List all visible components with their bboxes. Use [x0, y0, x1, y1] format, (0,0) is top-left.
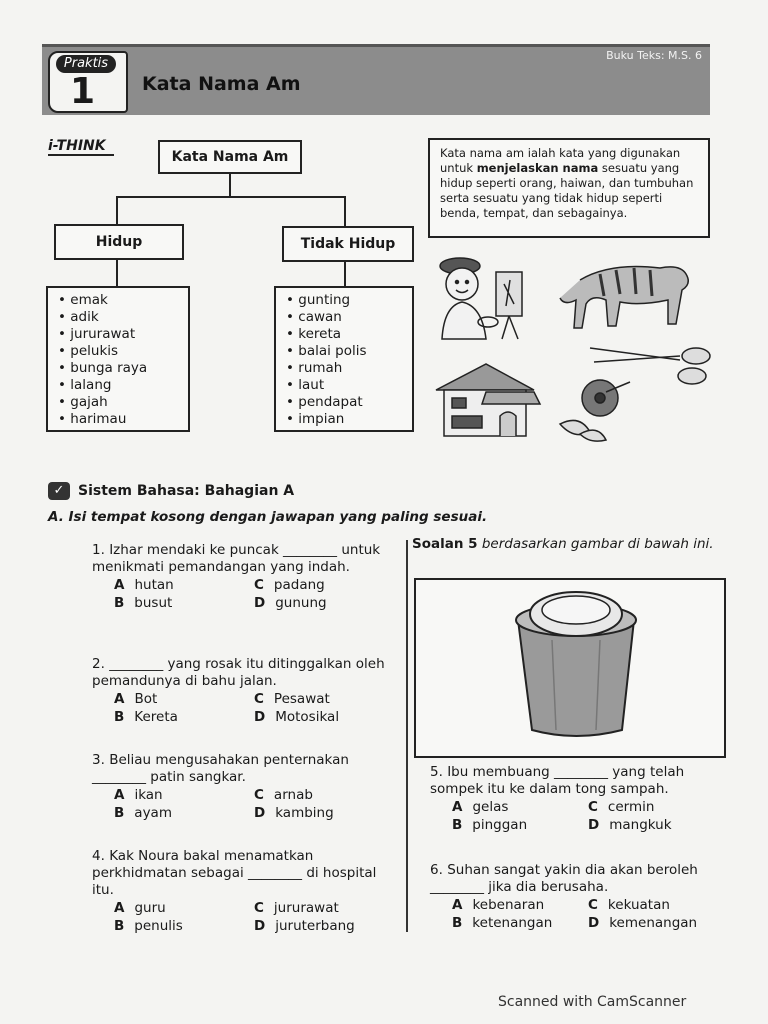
option-a[interactable]: A guru: [114, 900, 166, 916]
question-5-picture: [414, 578, 726, 758]
definition-text-post: sesuatu yang hidup seperti orang, haiwan, dan tumbuhan serta sesuatu yang tidak hidup seperti benda, tempat, dan sebagainya.: [440, 161, 694, 220]
list-item: • jururawat: [58, 326, 178, 343]
option-b[interactable]: B penulis: [114, 918, 183, 934]
tree-root: Kata Nama Am: [158, 140, 302, 174]
list-tidak-hidup: [274, 286, 414, 432]
question-4: [92, 848, 388, 935]
option-a[interactable]: A Bot: [114, 691, 158, 707]
tree-connector: [116, 258, 118, 286]
option-a[interactable]: A kebenaran: [452, 897, 545, 913]
section-heading: [48, 482, 294, 500]
list-item: • pendapat: [286, 394, 402, 411]
tiger-icon: [560, 267, 688, 329]
option-c[interactable]: C cermin: [588, 799, 655, 815]
option-c[interactable]: C kekuatan: [588, 897, 670, 913]
scanner-watermark: Scanned with CamScanner: [498, 994, 687, 1010]
question-6: [430, 862, 730, 932]
question-number: 4.: [92, 848, 105, 864]
hibiscus-icon: [560, 380, 630, 441]
instruction: A. Isi tempat kosong dengan jawapan yang paling sesuai.: [48, 509, 488, 525]
example-illustrations: [430, 244, 720, 444]
list-item: • rumah: [286, 360, 402, 377]
ithink-label: i-THINK: [48, 138, 114, 156]
practice-badge: [48, 51, 128, 113]
question-text: Ibu membuang ________ yang telah sompek itu ke dalam tong sampah.: [430, 764, 685, 797]
option-d[interactable]: D Motosikal: [254, 709, 340, 725]
option-a[interactable]: A gelas: [452, 799, 509, 815]
list-item: • kereta: [286, 326, 402, 343]
list-item: • harimau: [58, 411, 178, 428]
title-banner: [42, 44, 710, 115]
tree-connector: [344, 196, 346, 226]
option-b[interactable]: B pinggan: [452, 817, 528, 833]
textbook-reference: Buku Teks: M.S. 6: [606, 49, 702, 62]
scissors-icon: [590, 348, 710, 384]
list-item: • laut: [286, 377, 402, 394]
option-c[interactable]: C Pesawat: [254, 691, 330, 707]
question-number: 3.: [92, 752, 105, 768]
list-item: • lalang: [58, 377, 178, 394]
list-item: • impian: [286, 411, 402, 428]
tree-connector: [344, 260, 346, 286]
definition-box: [428, 138, 710, 238]
option-d[interactable]: D gunung: [254, 595, 327, 611]
practice-number: 1: [70, 71, 96, 112]
option-b[interactable]: B ayam: [114, 805, 172, 821]
branch-tidak-hidup: Tidak Hidup: [282, 226, 414, 262]
question-text: Beliau mengusahakan penternakan ________ patin sangkar.: [92, 752, 349, 785]
option-b[interactable]: B ketenangan: [452, 915, 553, 931]
option-a[interactable]: A ikan: [114, 787, 163, 803]
page-title: Kata Nama Am: [142, 73, 301, 95]
list-item: • gajah: [58, 394, 178, 411]
list-item: • cawan: [286, 309, 402, 326]
trash-can-icon: [416, 580, 724, 756]
option-a[interactable]: A hutan: [114, 577, 174, 593]
option-d[interactable]: D juruterbang: [254, 918, 355, 934]
tree-connector: [229, 172, 231, 198]
question-1: [92, 542, 388, 612]
option-c[interactable]: C jururawat: [254, 900, 339, 916]
list-hidup: [46, 286, 190, 432]
option-c[interactable]: C arnab: [254, 787, 313, 803]
definition-text-pre: Kata nama am ialah kata yang digunakan untuk: [440, 146, 681, 175]
question-number: 1.: [92, 542, 105, 558]
list-item: • gunting: [286, 292, 402, 309]
section-title: Sistem Bahasa: Bahagian A: [78, 483, 295, 499]
list-item: • adik: [58, 309, 178, 326]
option-d[interactable]: D kambing: [254, 805, 334, 821]
question-5: [430, 764, 730, 834]
list-item: • emak: [58, 292, 178, 309]
column-divider: [406, 540, 408, 932]
option-b[interactable]: B Kereta: [114, 709, 178, 725]
question-text: ________ yang rosak itu ditinggalkan oleh pemandunya di bahu jalan.: [92, 656, 385, 689]
question-text: Izhar mendaki ke puncak ________ untuk menikmati pemandangan yang indah.: [92, 542, 381, 575]
branch-hidup: Hidup: [54, 224, 184, 260]
painter-boy-icon: [440, 258, 522, 339]
question-2: [92, 656, 388, 726]
checkmark-icon: ✓: [48, 482, 70, 500]
house-icon: [436, 364, 540, 436]
question-text: Kak Noura bakal menamatkan perkhidmatan sebagai ________ di hospital itu.: [92, 848, 377, 898]
question-number: 2.: [92, 656, 105, 672]
list-item: • pelukis: [58, 343, 178, 360]
practice-label: Praktis: [56, 55, 116, 73]
question-3: [92, 752, 388, 822]
list-item: • bunga raya: [58, 360, 178, 377]
question-text: Suhan sangat yakin dia akan beroleh ________ jika dia berusaha.: [430, 862, 698, 895]
definition-text-bold: menjelaskan nama: [476, 161, 599, 175]
option-d[interactable]: D kemenangan: [588, 915, 698, 931]
option-c[interactable]: C padang: [254, 577, 325, 593]
question-5-intro: Soalan 5 berdasarkan gambar di bawah ini.: [412, 536, 714, 552]
option-b[interactable]: B busut: [114, 595, 173, 611]
list-item: • balai polis: [286, 343, 402, 360]
question-number: 5.: [430, 764, 443, 780]
question-number: 6.: [430, 862, 443, 878]
tree-connector: [116, 196, 118, 226]
option-d[interactable]: D mangkuk: [588, 817, 672, 833]
tree-connector: [116, 196, 346, 198]
